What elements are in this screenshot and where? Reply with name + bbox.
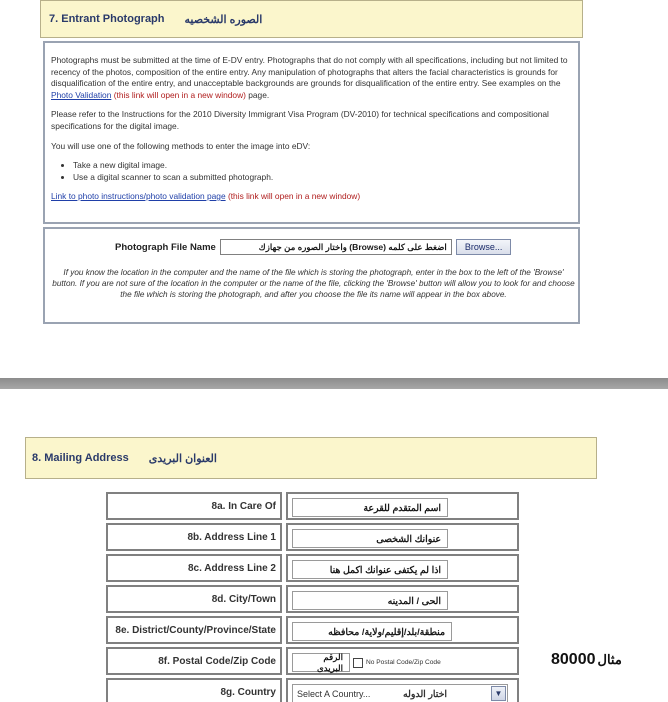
section7-title-ar: الصوره الشخصيه bbox=[184, 13, 263, 26]
instructions-link-row bbox=[51, 191, 572, 203]
in-care-of-input[interactable]: اسم المتقدم للقرعة bbox=[292, 498, 448, 517]
methods-list bbox=[73, 160, 572, 183]
postal-code-example bbox=[551, 651, 622, 669]
address-line-1-label: 8b. Address Line 1 bbox=[106, 523, 282, 551]
address-line-2-input[interactable]: اذا لم يكتفى عنوانك اكمل هنا bbox=[292, 560, 448, 579]
district-label: 8e. District/County/Province/State bbox=[106, 616, 282, 644]
chevron-down-icon[interactable]: ▼ bbox=[491, 686, 506, 701]
city-town-label: 8d. City/Town bbox=[106, 585, 282, 613]
photo-instructions-para3: You will use one of the following methods to enter the image into eDV: bbox=[51, 140, 311, 151]
no-postal-code-label: No Postal Code/Zip Code bbox=[366, 659, 441, 666]
city-town-input[interactable]: الحى / المدينه bbox=[292, 591, 448, 610]
address-line-2-label: 8c. Address Line 2 bbox=[106, 554, 282, 582]
photo-upload-help: If you know the location in the computer and the name of the file which is storing the photograph, enter in the box to the left of the 'Browse' button. If you are not sure of the location in the computer or the name of the file, clicking the 'Browse' button will allow you to look for and choose the file which is storing the photograph, and after you choose the file its name will appear in the box above. bbox=[52, 268, 575, 299]
page-word: page. bbox=[248, 89, 270, 100]
photo-instructions-para2: Please refer to the Instructions for the 2010 Diversity Immigrant Visa Program (DV-2010) for technical specifications and compositional specifications for the digital image. bbox=[51, 109, 549, 131]
section-mailing-address bbox=[25, 437, 622, 702]
list-item: • Take a new digital image. bbox=[73, 160, 572, 171]
para1-text: Photographs must be submitted at the time of E-DV entry. Photographs that do not comply with all specifications, including but not limited to recency of the photos, composition of the entire entry. Any manipulation of photographs that alters the facial characteristics is grounds for disqualification of the entire entry, and unacceptable backgrounds are grounds for disqualification of the entire entry. See examples on the bbox=[51, 55, 568, 89]
postal-code-cell bbox=[286, 647, 519, 675]
list-item: • Use a digital scanner to scan a submitted photograph. bbox=[73, 172, 572, 183]
photo-file-input[interactable]: اضغط على كلمه (Browse) واختار الصوره من جهازك bbox=[220, 239, 452, 255]
photo-instructions-para1 bbox=[51, 55, 572, 101]
section7-title: 7. Entrant Photograph bbox=[49, 13, 165, 25]
photo-upload-box bbox=[43, 227, 580, 324]
address-line-2-cell bbox=[286, 554, 519, 582]
district-input[interactable]: منطقة/بلد/إقليم/ولاية/ محافظه bbox=[292, 622, 452, 641]
country-select[interactable] bbox=[292, 684, 508, 702]
postal-code-example-ar: مثال bbox=[597, 652, 622, 667]
section8-title-ar: العنوان البريدى bbox=[148, 452, 217, 465]
section-divider bbox=[0, 378, 668, 389]
postal-code-label: 8f. Postal Code/Zip Code bbox=[106, 647, 282, 675]
in-care-of-cell bbox=[286, 492, 519, 520]
section8-title: 8. Mailing Address bbox=[32, 452, 129, 464]
postal-code-group bbox=[292, 653, 513, 672]
photo-validation-note: (this link will open in a new window) bbox=[113, 89, 246, 100]
photo-upload-row bbox=[115, 239, 511, 255]
photo-validation-link[interactable]: Photo Validation bbox=[51, 89, 112, 100]
city-town-cell bbox=[286, 585, 519, 613]
section7-header bbox=[40, 0, 583, 38]
photo-instructions-link[interactable]: Link to photo instructions/photo validation page bbox=[51, 190, 226, 201]
address-line-1-cell bbox=[286, 523, 519, 551]
photo-instructions-box bbox=[43, 41, 580, 224]
country-hint-ar: اختار الدوله bbox=[403, 687, 448, 699]
photo-file-label: Photograph File Name bbox=[115, 241, 216, 253]
country-select-value: Select A Country... bbox=[297, 688, 371, 699]
country-cell bbox=[286, 678, 519, 702]
district-cell bbox=[286, 616, 519, 644]
browse-button[interactable]: Browse... bbox=[456, 239, 512, 255]
in-care-of-label: 8a. In Care Of bbox=[106, 492, 282, 520]
country-label: 8g. Country bbox=[106, 678, 282, 702]
no-postal-code-checkbox[interactable] bbox=[353, 658, 363, 668]
photo-instructions-note: (this link will open in a new window) bbox=[227, 190, 361, 201]
section-entrant-photograph bbox=[40, 0, 583, 326]
address-line-1-input[interactable]: عنوانك الشخصى bbox=[292, 529, 448, 548]
section8-header bbox=[25, 437, 597, 479]
postal-code-example-number: 80000 bbox=[551, 651, 596, 668]
postal-code-input[interactable]: الرقم البريدى bbox=[292, 653, 350, 672]
